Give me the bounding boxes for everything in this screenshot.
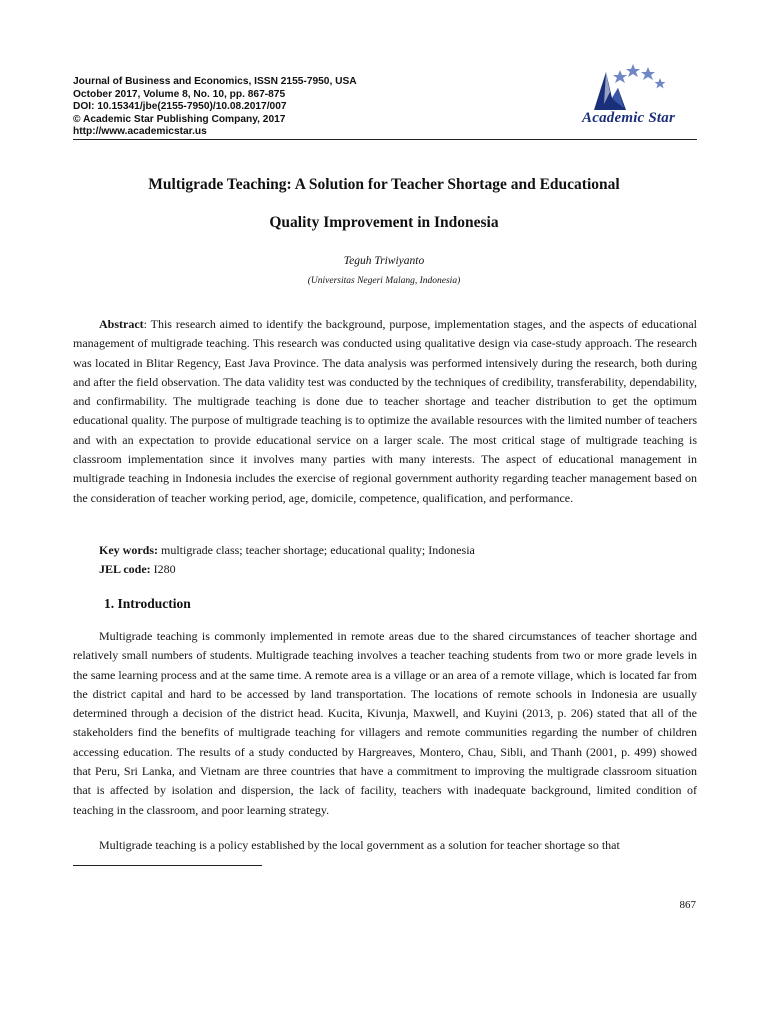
- author-affiliation: (Universitas Negeri Malang, Indonesia): [307, 276, 461, 286]
- author-name: Teguh Triwiyanto: [343, 255, 425, 267]
- abstract-label: Abstract: [99, 317, 144, 331]
- page-number: 867: [679, 899, 696, 911]
- header-divider: [73, 139, 697, 140]
- journal-header-line-4: © Academic Star Publishing Company, 2017: [73, 113, 286, 125]
- jel-code-text: I280: [150, 562, 176, 576]
- journal-header: [73, 76, 357, 139]
- jel-code-label: JEL code:: [99, 562, 151, 576]
- section-heading-introduction: 1. Introduction: [104, 596, 191, 611]
- keywords-label: Key words:: [99, 543, 158, 557]
- footnote-divider: [73, 865, 262, 866]
- abstract-text: : This research aimed to identify the background, purpose, implementation stages, and the aspects of educational management of multigrade teaching. This research was conducted using qualitative design via case-study approach. The research was located in Blitar Regency, East Java Province. The data analysis was performed intensively during the research, both during and after the field observation. The data validity test was conducted by the techniques of credibility, transferability, dependability, and confirmability. The multigrade teaching is done due to teacher shortage and teacher distribution to get the optimum educational quality. The purpose of multigrade teaching is to optimize the available resources with the limited number of teachers and with an expectation to provide educational service on a larger scale. The most critical stage of multigrade teaching is classroom implementation since it involves many parties with many interests. The aspect of educational management in multigrade teaching in Indonesia includes the exercise of regional government authority regarding teacher management based on the consideration of teacher working period, age, domicile, competence, qualification, and performance.: [73, 317, 697, 505]
- jel-code-line: [99, 562, 176, 577]
- paper-title-line-2: Quality Improvement in Indonesia: [269, 214, 499, 231]
- introduction-paragraph-2: Multigrade teaching is a policy established by the local government as a solution for teacher shortage so that: [99, 838, 620, 852]
- introduction-paragraph-1: Multigrade teaching is commonly implemented in remote areas due to the shared circumstances of teacher shortage and relatively small numbers of students. Multigrade teaching involves a teacher teaching students from two or more grade levels in the same learning process and at the same time. A remote area is a village or an area of a remote village, which is located far from the district capital and hard to be accessed by land transportation. The locations of remote schools in Indonesia are usually determined through a decision of the district head. Kucita, Kivunja, Maxwell, and Kuyini (2013, p. 206) stated that all of the stakeholders find the benefits of multigrade teaching for villagers and remote communities regarding the number of children accessing education. The results of a study conducted by Hargreaves, Montero, Chau, Sibli, and Thanh (2001, p. 499) showed that Peru, Sri Lanka, and Vietnam are three countries that have a commitment to improving the multigrade classroom situation that is affected by isolation and dispersion, the lack of facility, teachers with inadequate background, limited condition of teaching in the classroom, and poor learning strategy.: [73, 629, 697, 817]
- academic-star-logo-text: Academic Star: [582, 110, 676, 126]
- paper-title-line-1: Multigrade Teaching: A Solution for Teacher Shortage and Educational: [148, 176, 620, 193]
- keywords-line: [99, 543, 475, 558]
- journal-header-line-5[interactable]: http://www.academicstar.us: [73, 126, 207, 138]
- journal-header-line-3: DOI: 10.15341/jbe(2155-7950)/10.08.2017/007: [73, 101, 287, 113]
- journal-header-line-2: October 2017, Volume 8, No. 10, pp. 867-875: [73, 88, 286, 100]
- journal-header-line-1: Journal of Business and Economics, ISSN 2155-7950, USA: [73, 76, 357, 87]
- abstract-paragraph: [73, 315, 697, 508]
- keywords-text: multigrade class; teacher shortage; educational quality; Indonesia: [158, 543, 475, 557]
